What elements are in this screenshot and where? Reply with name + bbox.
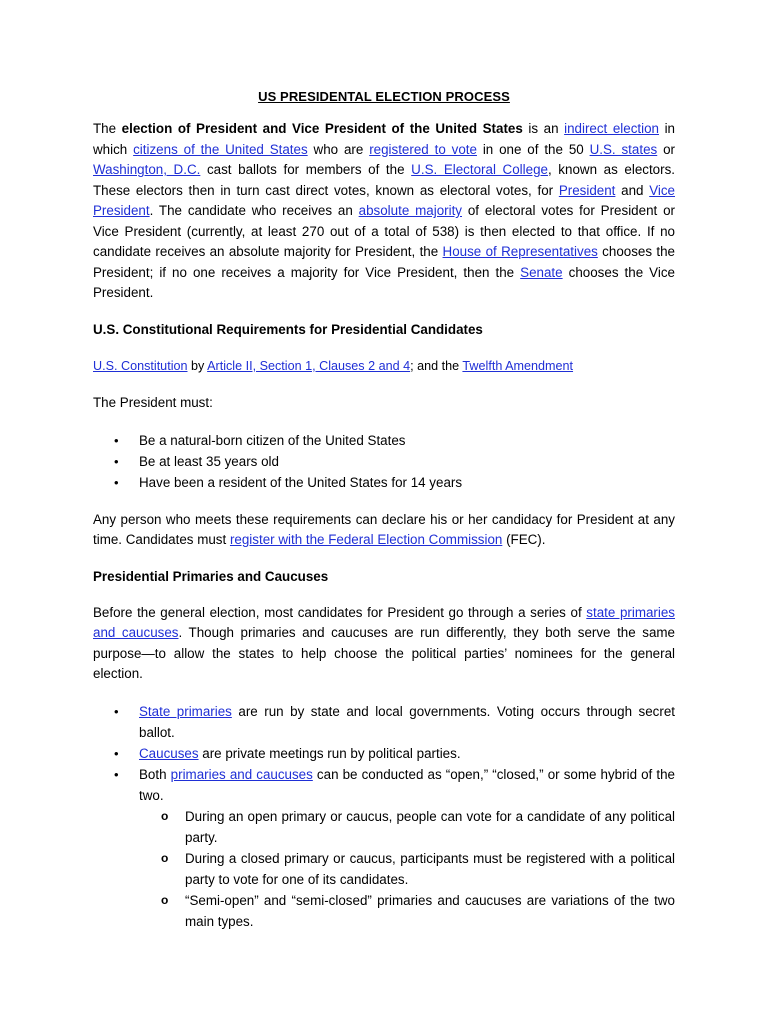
list-item: • Have been a resident of the United States for 14 years xyxy=(93,472,675,493)
link-primaries-and-caucuses[interactable]: primaries and caucuses xyxy=(170,766,313,782)
list-item: o “Semi-open” and “semi-closed” primaries and caucuses are variations of the two main types. xyxy=(93,890,675,932)
link-us-states[interactable]: U.S. states xyxy=(589,141,658,157)
link-citizens-us[interactable]: citizens of the United States xyxy=(133,141,308,157)
list-item: • Both primaries and caucuses can be conducted as “open,” “closed,” or some hybrid of the two. o During an open primary or caucus, people can vote for a candidate of any political party. o During a closed primary or caucus, participants must be registered with a political party to vote for one of its candidates. o “Semi-open” and “semi-closed” primaries and caucuses are variations of the two main types. xyxy=(93,764,675,932)
candidacy-paragraph: Any person who meets these requirements can declare his or her candidacy for President at any time. Candidates must register with the Federal Election Commission (FEC). xyxy=(93,511,675,547)
link-vice-president[interactable]: Vice President xyxy=(93,182,675,218)
intro-paragraph: The election of President and Vice President of the United States is an indirect election in which citizens of the United States who are registered to vote in one of the 50 U.S. states or Washington, D.C. cast ballots for members of the U.S. Electoral College, known as electors. These electors then in turn cast direct votes, known as electoral votes, for President and Vice President. The candidate who receives an absolute majority of electoral votes for President or Vice President (currently, at least 270 out of a total of 538) is then elected to that office. If no candidate receives an absolute majority for President, the House of Representatives chooses the President; if no one receives a majority for Vice President, then the Senate chooses the Vice President. xyxy=(93,121,676,300)
link-absolute-majority[interactable]: absolute majority xyxy=(358,203,462,218)
link-house-of-representatives[interactable]: House of Representatives xyxy=(442,244,598,259)
link-president[interactable]: President xyxy=(558,182,616,198)
requirements-heading: U.S. Constitutional Requirements for Presidential Candidates xyxy=(93,321,483,337)
link-state-primaries[interactable]: State primaries xyxy=(139,703,232,719)
list-item: • Be a natural-born citizen of the United States xyxy=(93,430,675,451)
constitution-reference: U.S. Constitution by Article II, Section 1, Clauses 2 and 4; and the Twelfth Amendment xyxy=(93,358,574,373)
link-indirect-election[interactable]: indirect election xyxy=(564,121,659,136)
intro-bold-phrase: election of President and Vice President of the United States xyxy=(121,121,523,136)
link-caucuses[interactable]: Caucuses xyxy=(139,745,199,761)
link-state-primaries-caucuses[interactable]: state primaries and caucuses xyxy=(93,604,676,640)
list-item: • State primaries are run by state and local governments. Voting occurs through secret ballot. xyxy=(93,701,675,743)
president-must-label: The President must: xyxy=(93,394,213,410)
link-us-constitution[interactable]: U.S. Constitution xyxy=(93,358,188,373)
link-washington-dc[interactable]: Washington, D.C. xyxy=(93,162,201,177)
document-title: US PRESIDENTAL ELECTION PROCESS xyxy=(258,89,510,104)
list-item: o During a closed primary or caucus, participants must be registered with a political party to vote for one of its candidates. xyxy=(93,848,675,890)
list-item: o During an open primary or caucus, people can vote for a candidate of any political party. xyxy=(93,806,675,848)
link-registered-to-vote[interactable]: registered to vote xyxy=(369,141,477,157)
link-senate[interactable]: Senate xyxy=(520,264,563,280)
list-item: • Caucuses are private meetings run by political parties. xyxy=(93,743,675,764)
link-article-ii[interactable]: Article II, Section 1, Clauses 2 and 4 xyxy=(207,358,411,373)
link-electoral-college[interactable]: U.S. Electoral College xyxy=(411,162,548,177)
requirements-list xyxy=(93,430,675,493)
primaries-paragraph: Before the general election, most candidates for President go through a series of state primaries and caucuses. Though primaries and caucuses are run differently, they both serve the same purpose—to allow the states to help choose the political parties’ nominees for the general election. xyxy=(93,604,676,681)
primaries-heading: Presidential Primaries and Caucuses xyxy=(93,568,329,584)
primary-types-sublist xyxy=(139,806,675,932)
link-fec-register[interactable]: register with the Federal Election Commission xyxy=(229,532,503,547)
list-item: • Be at least 35 years old xyxy=(93,451,675,472)
link-twelfth-amendment[interactable]: Twelfth Amendment xyxy=(462,358,574,373)
primaries-list xyxy=(93,701,675,932)
